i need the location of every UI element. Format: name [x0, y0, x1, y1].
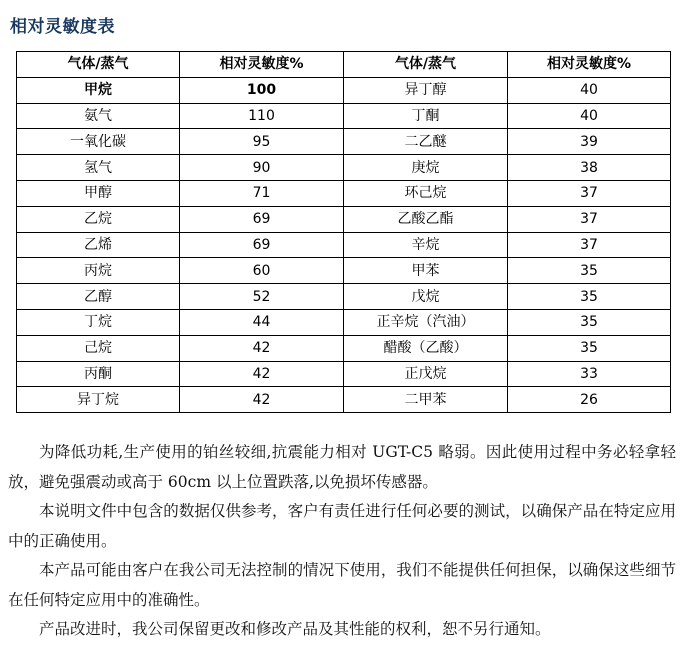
sensitivity-cell: 37 — [508, 206, 671, 232]
sensitivity-table-container — [16, 51, 671, 413]
gas-name-cell: 异丁烷 — [17, 387, 180, 413]
table-row — [17, 180, 671, 206]
gas-name-cell: 异丁醇 — [344, 77, 508, 103]
table-row — [17, 77, 671, 103]
table-row — [17, 155, 671, 181]
gas-name-cell: 辛烷 — [344, 232, 508, 258]
table-row — [17, 284, 671, 310]
note-paragraph: 为降低功耗,生产使用的铂丝较细,抗震能力相对 UGT-C5 略弱。因此使用过程中务必轻拿轻放，避免强震动或高于 60cm 以上位置跌落,以免损坏传感器。 — [8, 443, 676, 491]
header-gas-2: 气体/蒸气 — [344, 52, 508, 78]
gas-name-cell: 甲苯 — [344, 258, 508, 284]
sensitivity-cell: 40 — [508, 77, 671, 103]
gas-name-cell: 乙烯 — [17, 232, 180, 258]
note-paragraph: 本产品可能由客户在我公司无法控制的情况下使用，我们不能提供任何担保，以确保这些细节在任何特定应用中的准确性。 — [8, 561, 676, 609]
sensitivity-cell: 35 — [508, 258, 671, 284]
table-header-row — [17, 52, 671, 78]
sensitivity-cell: 37 — [508, 180, 671, 206]
gas-name-cell: 醋酸（乙酸） — [344, 335, 508, 361]
gas-name-cell: 乙烷 — [17, 206, 180, 232]
gas-name-cell: 二甲苯 — [344, 387, 508, 413]
sensitivity-cell: 40 — [508, 103, 671, 129]
gas-name-cell: 丙酮 — [17, 361, 180, 387]
sensitivity-cell: 37 — [508, 232, 671, 258]
sensitivity-cell: 100 — [180, 77, 344, 103]
sensitivity-cell: 35 — [508, 284, 671, 310]
page-title: 相对灵敏度表 — [10, 17, 115, 37]
notes-section — [8, 438, 676, 645]
sensitivity-cell: 39 — [508, 129, 671, 155]
gas-name-cell: 氢气 — [17, 155, 180, 181]
sensitivity-cell: 33 — [508, 361, 671, 387]
sensitivity-table — [16, 51, 671, 413]
gas-name-cell: 乙醇 — [17, 284, 180, 310]
sensitivity-cell: 90 — [180, 155, 344, 181]
table-row — [17, 335, 671, 361]
header-sensitivity-1: 相对灵敏度% — [180, 52, 344, 78]
gas-name-cell: 乙酸乙酯 — [344, 206, 508, 232]
sensitivity-cell: 42 — [180, 361, 344, 387]
sensitivity-cell: 60 — [180, 258, 344, 284]
sensitivity-cell: 69 — [180, 232, 344, 258]
gas-name-cell: 戊烷 — [344, 284, 508, 310]
sensitivity-cell: 95 — [180, 129, 344, 155]
gas-name-cell: 丁酮 — [344, 103, 508, 129]
sensitivity-cell: 38 — [508, 155, 671, 181]
header-gas-1: 气体/蒸气 — [17, 52, 180, 78]
gas-name-cell: 环己烷 — [344, 180, 508, 206]
gas-name-cell: 二乙醚 — [344, 129, 508, 155]
table-row — [17, 103, 671, 129]
sensitivity-cell: 26 — [508, 387, 671, 413]
table-row — [17, 206, 671, 232]
table-row — [17, 361, 671, 387]
sensitivity-cell: 52 — [180, 284, 344, 310]
gas-name-cell: 丙烷 — [17, 258, 180, 284]
note-paragraph: 本说明文件中包含的数据仅供参考，客户有责任进行任何必要的测试，以确保产品在特定应用中的正确使用。 — [8, 502, 676, 550]
gas-name-cell: 丁烷 — [17, 309, 180, 335]
gas-name-cell: 正戊烷 — [344, 361, 508, 387]
gas-name-cell: 正辛烷（汽油） — [344, 309, 508, 335]
gas-name-cell: 氨气 — [17, 103, 180, 129]
gas-name-cell: 甲烷 — [17, 77, 180, 103]
sensitivity-cell: 42 — [180, 387, 344, 413]
header-sensitivity-2: 相对灵敏度% — [508, 52, 671, 78]
table-row — [17, 387, 671, 413]
gas-name-cell: 己烷 — [17, 335, 180, 361]
table-row — [17, 258, 671, 284]
table-row — [17, 129, 671, 155]
sensitivity-cell: 35 — [508, 309, 671, 335]
sensitivity-cell: 42 — [180, 335, 344, 361]
sensitivity-cell: 69 — [180, 206, 344, 232]
table-row — [17, 232, 671, 258]
sensitivity-cell: 35 — [508, 335, 671, 361]
table-row — [17, 309, 671, 335]
gas-name-cell: 甲醇 — [17, 180, 180, 206]
sensitivity-cell: 44 — [180, 309, 344, 335]
gas-name-cell: 庚烷 — [344, 155, 508, 181]
sensitivity-cell: 71 — [180, 180, 344, 206]
note-paragraph: 产品改进时，我公司保留更改和修改产品及其性能的权利，恕不另行通知。 — [39, 620, 551, 638]
sensitivity-cell: 110 — [180, 103, 344, 129]
gas-name-cell: 一氧化碳 — [17, 129, 180, 155]
